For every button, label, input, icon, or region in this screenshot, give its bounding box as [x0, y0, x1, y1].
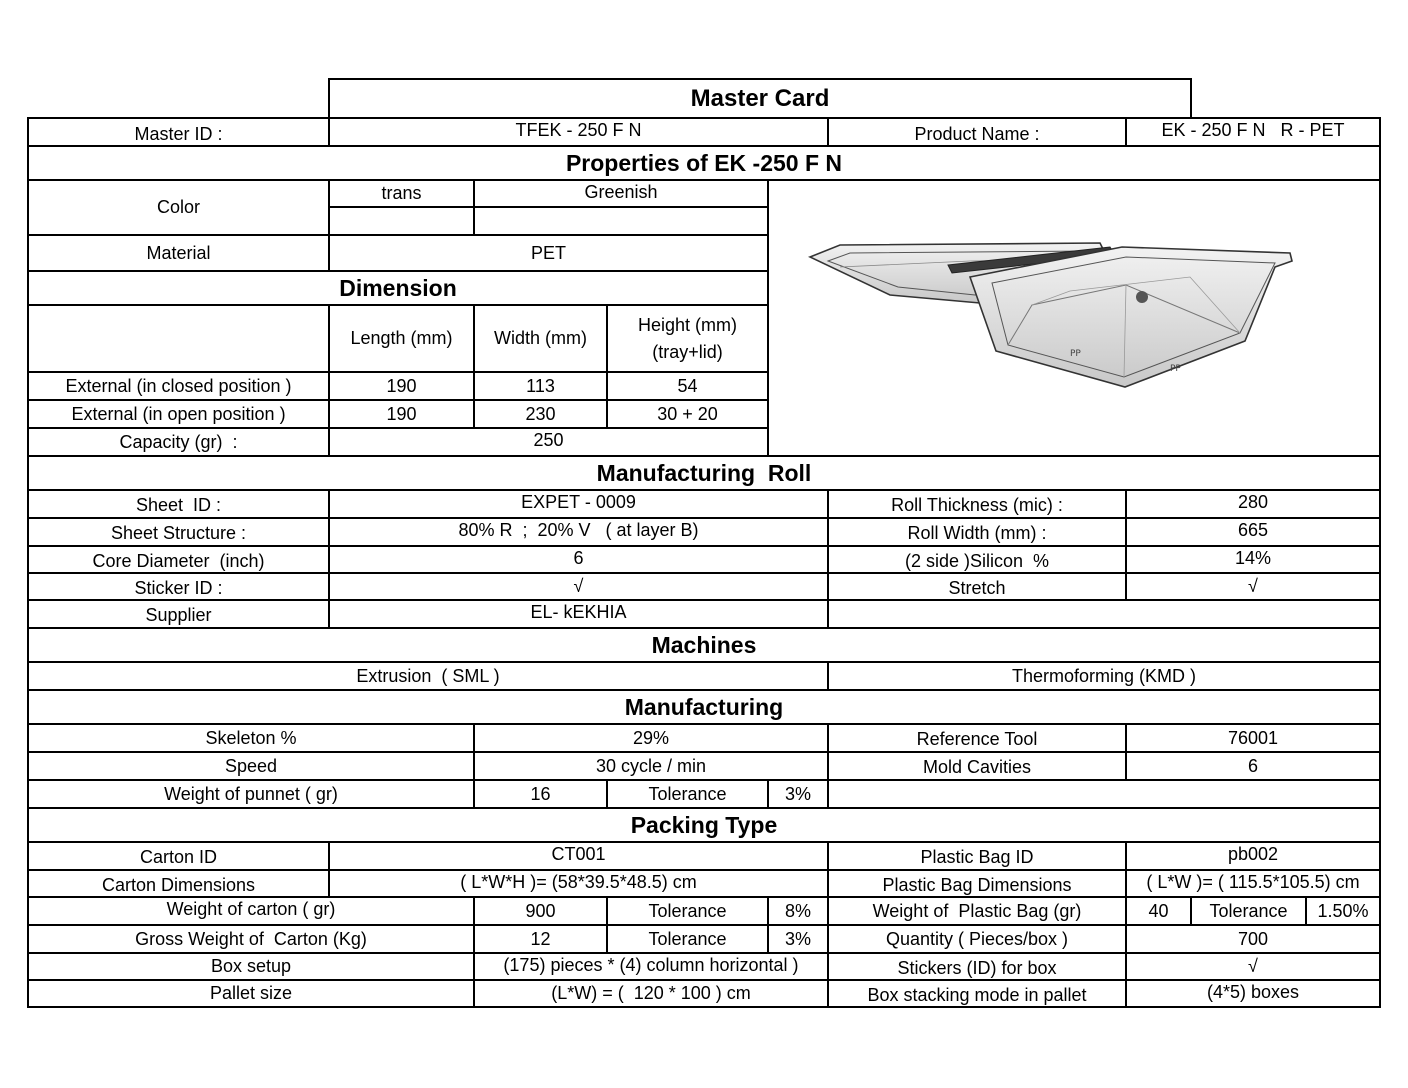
container-illustration	[770, 181, 1378, 454]
svg-text:PP: PP	[1070, 349, 1081, 359]
open-height: 30 + 20	[657, 403, 718, 424]
roll-thickness-label: Roll Thickness (mic) :	[891, 495, 1063, 516]
open-position-label: External (in open position )	[71, 403, 286, 424]
product-image	[770, 181, 1378, 454]
plastic-bag-id-value: pb002	[1227, 844, 1279, 865]
properties-heading: Properties of EK -250 F N	[565, 149, 843, 176]
sheet-structure-label: Sheet Structure :	[110, 523, 247, 544]
bag-weight-tolerance-value: 1.50%	[1317, 900, 1369, 921]
punnet-tolerance-value: 3%	[784, 783, 811, 804]
packing-heading: Packing Type	[630, 811, 778, 838]
color-value-1: trans	[381, 183, 422, 204]
svg-text:PP: PP	[1170, 364, 1181, 374]
bag-dimensions-label: Plastic Bag Dimensions	[882, 874, 1072, 895]
sheet-id-value: EXPET - 0009	[521, 492, 636, 513]
pallet-size-label: Pallet size	[209, 983, 293, 1004]
reference-tool-value: 76001	[1227, 727, 1279, 748]
page-title: Master Card	[690, 84, 830, 112]
box-setup-label: Box setup	[210, 956, 292, 977]
carton-id-value: CT001	[551, 844, 606, 865]
silicon-value: 14%	[1234, 547, 1272, 568]
closed-position-label: External (in closed position )	[65, 375, 292, 396]
punnet-weight-value: 16	[530, 783, 551, 804]
roll-width-value: 665	[1237, 520, 1269, 541]
plastic-bag-id-label: Plastic Bag ID	[920, 847, 1034, 868]
speed-label: Speed	[224, 755, 278, 776]
color-value-2: Greenish	[584, 182, 658, 203]
bag-weight-label: Weight of Plastic Bag (gr)	[872, 900, 1082, 921]
machines-heading: Machines	[651, 631, 757, 658]
carton-id-label: Carton ID	[139, 847, 218, 868]
carton-dimensions-value: ( L*W*H )= (58*39.5*48.5) cm	[460, 871, 697, 892]
punnet-weight-label: Weight of punnet ( gr)	[164, 783, 338, 804]
sticker-id-value: √	[573, 576, 584, 597]
height-header-line1: Height (mm)	[637, 314, 737, 335]
mold-cavities-value: 6	[1247, 755, 1258, 776]
quantity-label: Quantity ( Pieces/box )	[885, 928, 1069, 949]
bag-weight-tolerance-label: Tolerance	[1209, 900, 1288, 921]
thermoforming-machine: Thermoforming (KMD )	[1011, 665, 1197, 686]
length-header: Length (mm)	[350, 328, 453, 349]
silicon-label: (2 side )Silicon %	[904, 550, 1050, 571]
gross-weight-tolerance-value: 3%	[784, 928, 811, 949]
color-label: Color	[156, 197, 200, 218]
pallet-size-value: (L*W) = ( 120 * 100 ) cm	[551, 983, 751, 1004]
gross-weight-tolerance-label: Tolerance	[648, 928, 727, 949]
carton-weight-value: 900	[525, 900, 556, 921]
stretch-label: Stretch	[948, 577, 1006, 598]
manufacturing-heading: Manufacturing	[624, 693, 784, 720]
dimension-heading: Dimension	[339, 274, 457, 301]
stacking-mode-value: (4*5) boxes	[1206, 981, 1300, 1002]
speed-value: 30 cycle / min	[595, 755, 707, 776]
box-setup-value: (175) pieces * (4) column horizontal )	[503, 954, 799, 975]
height-header	[608, 306, 767, 371]
master-id-label: Master ID :	[134, 123, 223, 144]
mold-cavities-label: Mold Cavities	[922, 757, 1032, 778]
closed-width: 113	[526, 375, 555, 396]
skeleton-value: 29%	[632, 727, 670, 748]
height-header-line2: (tray+lid)	[652, 341, 723, 362]
quantity-value: 700	[1237, 928, 1269, 949]
extrusion-machine: Extrusion ( SML )	[356, 665, 500, 686]
bag-dimensions-value: ( L*W )= ( 115.5*105.5) cm	[1146, 871, 1360, 892]
carton-weight-tolerance-value: 8%	[784, 900, 811, 921]
capacity-value: 250	[533, 429, 564, 450]
master-id-value: TFEK - 250 F N	[515, 119, 642, 140]
carton-weight-tolerance-label: Tolerance	[648, 900, 727, 921]
carton-dimensions-label: Carton Dimensions	[101, 874, 256, 895]
stickers-label: Stickers (ID) for box	[897, 957, 1057, 978]
open-width: 230	[525, 403, 556, 424]
reference-tool-label: Reference Tool	[916, 729, 1038, 750]
supplier-label: Supplier	[145, 605, 212, 626]
product-name-value: EK - 250 F N R - PET	[1161, 119, 1345, 140]
gross-weight-value: 12	[530, 928, 551, 949]
roll-thickness-value: 280	[1237, 492, 1269, 513]
closed-length: 190	[386, 375, 417, 396]
core-diameter-label: Core Diameter (inch)	[92, 550, 265, 571]
bag-weight-value: 40	[1148, 900, 1169, 921]
sheet-structure-value: 80% R ; 20% V ( at layer B)	[458, 520, 699, 541]
gross-weight-label: Gross Weight of Carton (Kg)	[135, 928, 367, 949]
skeleton-label: Skeleton %	[205, 727, 297, 748]
stickers-value: √	[1248, 956, 1258, 977]
roll-heading: Manufacturing Roll	[596, 459, 812, 486]
sticker-id-label: Sticker ID :	[134, 577, 223, 598]
material-value: PET	[530, 242, 566, 263]
sheet-id-label: Sheet ID :	[135, 495, 222, 516]
carton-weight-label: Weight of carton ( gr)	[166, 899, 336, 920]
product-name-label: Product Name :	[914, 123, 1040, 144]
width-header: Width (mm)	[494, 328, 587, 349]
stretch-value: √	[1248, 576, 1258, 597]
core-diameter-value: 6	[573, 547, 584, 568]
roll-width-label: Roll Width (mm) :	[907, 523, 1047, 544]
closed-height: 54	[677, 375, 698, 396]
open-length: 190	[386, 403, 417, 424]
stacking-mode-label: Box stacking mode in pallet	[867, 984, 1087, 1005]
material-label: Material	[146, 242, 211, 263]
supplier-value: EL- kEKHIA	[530, 602, 627, 623]
punnet-tolerance-label: Tolerance	[648, 783, 727, 804]
capacity-label: Capacity (gr) :	[119, 431, 238, 452]
